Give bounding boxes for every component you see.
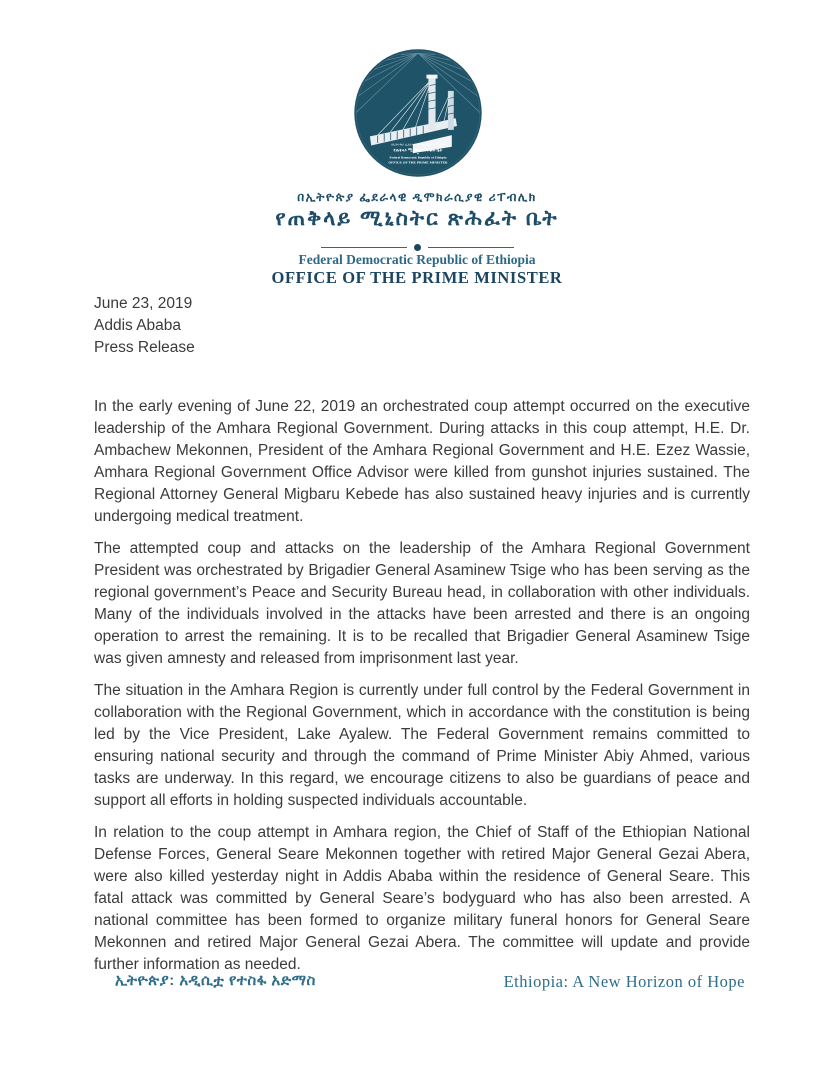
letterhead-divider bbox=[0, 244, 834, 251]
letterhead-amharic-office-title: የጠቅላይ ሚኒስትር ጽሕፈት ቤት bbox=[275, 207, 559, 230]
seal-amharic-line1: በኢትዮጵያ ፌደራላዊ ዲሞክራሲያዊ ሪፐብሊክ bbox=[390, 142, 446, 147]
body-paragraph-3: The situation in the Amhara Region is currently under full control by the Federal Government in collaboration with the Regional Government, which in accordance with the constitution is being led by the Vice President, Lake Ayalew. The Federal Government remains committed to ensuring national security and through the command of Prime Minister Abiy Ahmed, various tasks are underway. In this regard, we encourage citizens to also be guardians of peace and support all efforts in holding suspected individuals accountable. bbox=[94, 682, 750, 809]
divider-rule-left bbox=[321, 247, 407, 248]
footer-motto-amharic: ኢትዮጵያ: አዲሲቷ የተስፋ አድማስ bbox=[115, 972, 316, 989]
letterhead-amharic-republic: በኢትዮጵያ ፌደራላዊ ዲሞክራሲያዊ ሪፐብሊክ bbox=[297, 190, 537, 204]
seal-english-line1: Federal Democratic Republic of Ethiopia bbox=[389, 155, 447, 160]
document-meta-block bbox=[94, 293, 195, 359]
letterhead-english-office-title: OFFICE OF THE PRIME MINISTER bbox=[271, 268, 563, 287]
divider-dot bbox=[414, 244, 421, 251]
footer-motto-english: Ethiopia: A New Horizon of Hope bbox=[503, 972, 745, 991]
document-date: June 23, 2019 bbox=[94, 295, 193, 312]
divider-rule-right bbox=[428, 247, 514, 248]
body-paragraph-2: The attempted coup and attacks on the leadership of the Amhara Regional Government President was orchestrated by Brigadier General Asaminew Tsige who has been serving as the regional government’s Peace and Security Bureau head, in collaboration with other individuals. Many of the individuals involved in the attacks have been arrested and there is an ongoing operation to arrest the remaining. It is to be recalled that Brigadier General Asaminew Tsige was given amnesty and released from imprisonment last year. bbox=[94, 540, 750, 667]
body-paragraph-4: In relation to the coup attempt in Amhara region, the Chief of Staff of the Ethiopian National Defense Forces, General Seare Mekonnen together with retired Major General Gezai Abera, were also killed yesterday night in Addis Ababa within the residence of General Seare. This fatal attack was committed by General Seare’s bodyguard who has also been arrested. A national committee has been formed to organize military funeral honors for General Seare Mekonnen and retired Major General Gezai Abera. The committee will update and provide further information as needed. bbox=[94, 824, 750, 973]
letterhead-english-republic: Federal Democratic Republic of Ethiopia bbox=[298, 252, 536, 267]
document-type: Press Release bbox=[94, 339, 195, 356]
body-paragraph-1: In the early evening of June 22, 2019 an orchestrated coup attempt occurred on the executive leadership of the Amhara Regional Government. During attacks in this coup attempt, H.E. Dr. Ambachew Mekonnen, President of the Amhara Regional Government and H.E. Ezez Wassie, Amhara Regional Government Office Advisor were killed from gunshot injuries sustained. The Regional Attorney General Migbaru Kebede has also sustained heavy injuries and is currently undergoing medical treatment. bbox=[94, 398, 750, 525]
prime-minister-seal-icon bbox=[353, 48, 483, 178]
press-release-body bbox=[94, 396, 750, 986]
document-city: Addis Ababa bbox=[94, 317, 182, 334]
seal-english-line2: OFFICE OF THE PRIME MINISTER bbox=[388, 160, 448, 165]
seal-amharic-line2: የጠቅላይ ሚኒስትር ጽሕፈት ቤት bbox=[393, 147, 443, 153]
